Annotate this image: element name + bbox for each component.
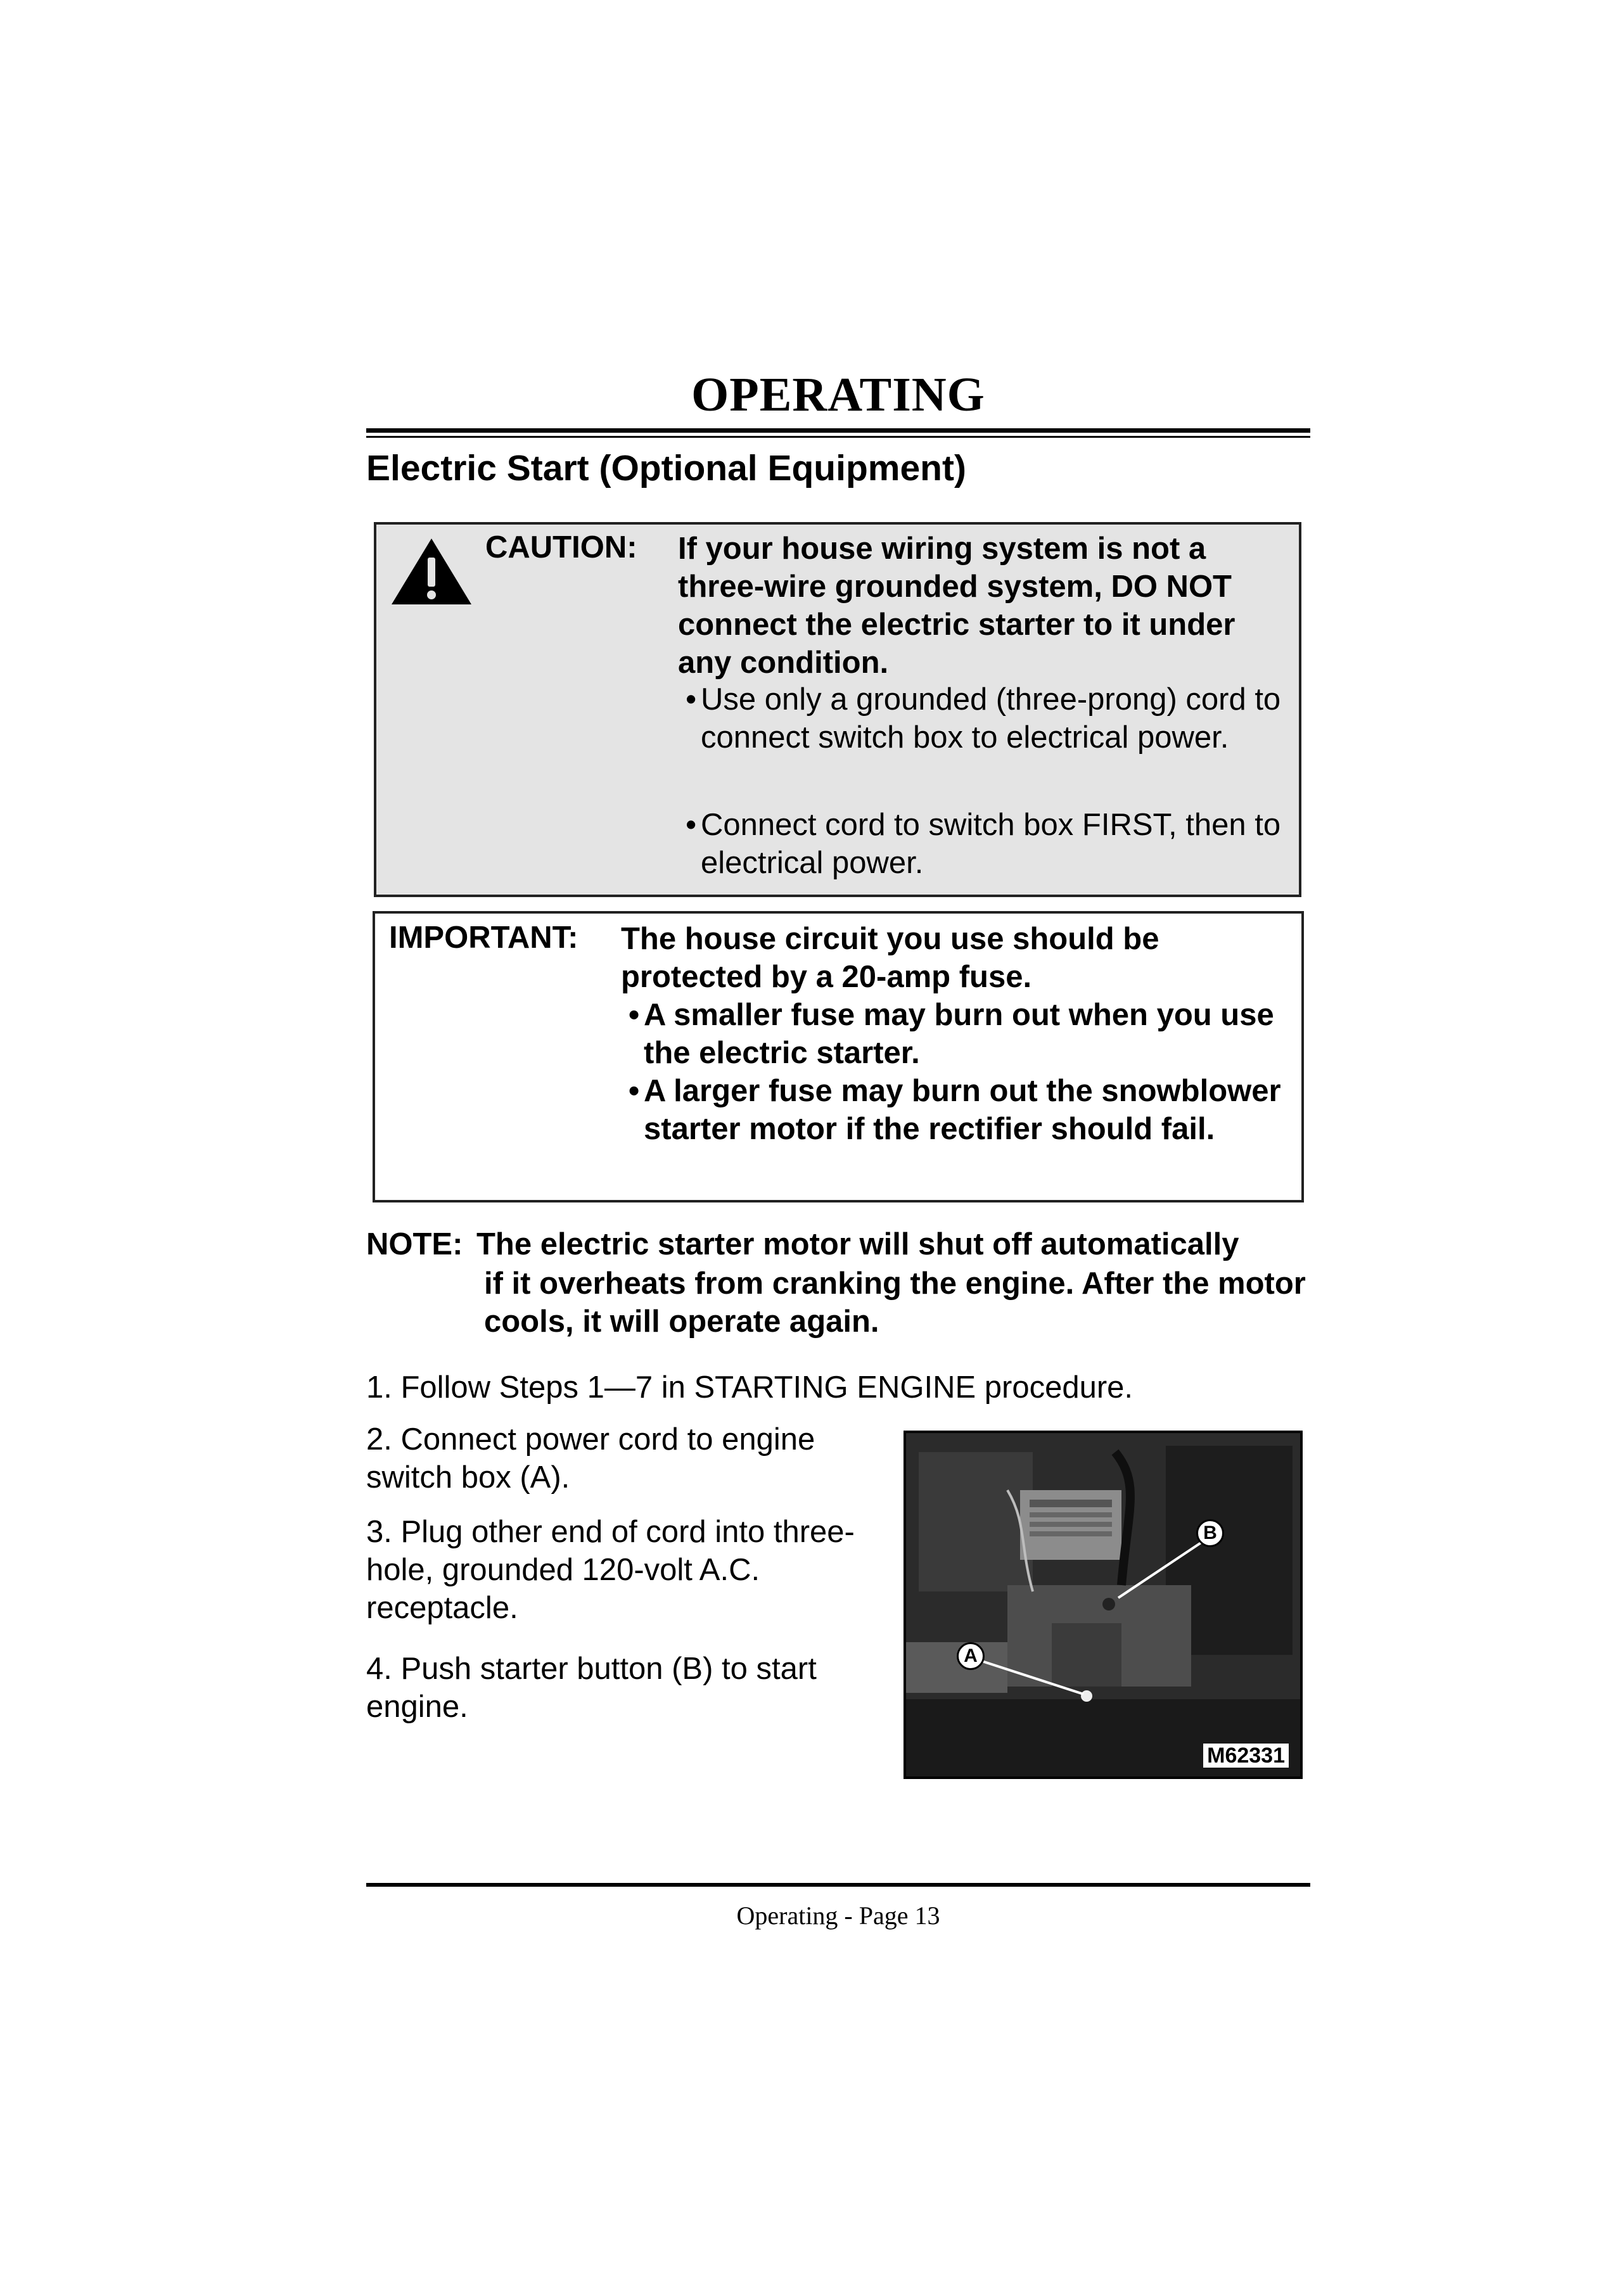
step-item: 3. Plug other end of cord into three-hole, grounded 120-volt A.C. receptacle. bbox=[366, 1515, 855, 1625]
callout-a: A bbox=[957, 1642, 985, 1670]
important-label: IMPORTANT: bbox=[389, 921, 578, 955]
caution-bullet: • Connect cord to switch box FIRST, then to electrical power. bbox=[686, 808, 1281, 880]
step-item: 4. Push starter button (B) to start engine. bbox=[366, 1652, 817, 1724]
warning-triangle-icon bbox=[389, 536, 474, 607]
photo-placeholder-graphic bbox=[906, 1433, 1300, 1776]
subsection-title: Electric Start (Optional Equipment) bbox=[366, 448, 966, 488]
switch-box-photo bbox=[904, 1431, 1303, 1779]
note-text-line1: The electric starter motor will shut off automatically bbox=[476, 1227, 1239, 1261]
important-bullet: • A smaller fuse may burn out when you use the electric starter. bbox=[629, 998, 1274, 1070]
important-text: The house circuit you use should be protected by a 20-amp fuse. bbox=[621, 922, 1159, 994]
important-bullet: • A larger fuse may burn out the snowblower starter motor if the rectifier should fail. bbox=[629, 1074, 1281, 1146]
callout-b: B bbox=[1196, 1519, 1224, 1547]
step-item: 2. Connect power cord to engine switch box (A). bbox=[366, 1422, 815, 1495]
title-rule-thick bbox=[366, 428, 1310, 433]
footer-rule bbox=[366, 1883, 1310, 1887]
caution-bullet: • Use only a grounded (three-prong) cord to connect switch box to electrical power. bbox=[686, 682, 1281, 755]
title-rule-thin bbox=[366, 436, 1310, 438]
caution-text: If your house wiring system is not a three-wire grounded system, DO NOT connect the electric starter to it under any condition. bbox=[678, 532, 1236, 680]
note-label: NOTE: bbox=[366, 1227, 463, 1261]
note-text-rest: if it overheats from cranking the engine. After the motor cools, it will operate again. bbox=[484, 1266, 1306, 1339]
figure-id: M62331 bbox=[1203, 1744, 1289, 1768]
section-title: OPERATING bbox=[691, 368, 985, 421]
step-item: 1. Follow Steps 1—7 in STARTING ENGINE procedure. bbox=[366, 1370, 1133, 1405]
caution-label: CAUTION: bbox=[485, 530, 637, 564]
page-footer: Operating - Page 13 bbox=[736, 1901, 940, 1930]
